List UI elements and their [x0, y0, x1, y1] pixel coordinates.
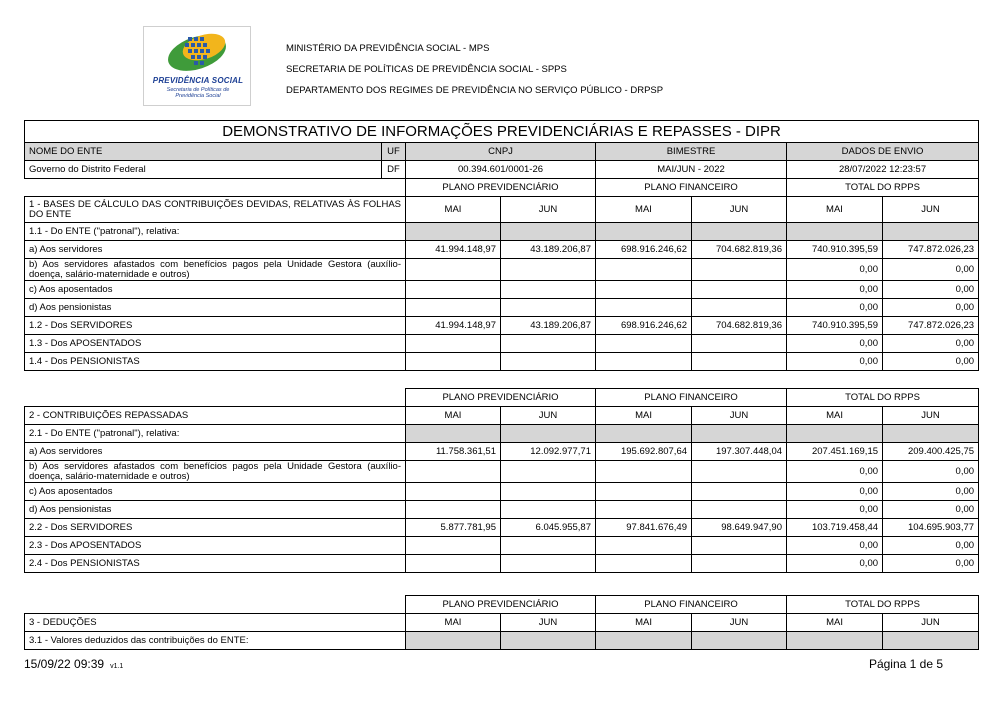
- table-row: [25, 335, 979, 353]
- section2-body: [25, 425, 979, 573]
- row-label: a) Aos servidores: [25, 241, 406, 259]
- cell-value: [596, 281, 692, 299]
- table-row: [25, 259, 979, 281]
- cell-value: [501, 335, 596, 353]
- table-row: [25, 281, 979, 299]
- cell-value: [501, 501, 596, 519]
- cell-value: [692, 501, 787, 519]
- department-name: DEPARTAMENTO DOS REGIMES DE PREVIDÊNCIA NO SERVIÇO PÚBLICO - DRPSP: [286, 85, 664, 96]
- table-row: [25, 299, 979, 317]
- cell-value: [596, 425, 692, 443]
- col-jun: JUN: [692, 197, 787, 223]
- cell-value: [501, 537, 596, 555]
- cell-value: [406, 632, 501, 650]
- cell-value: 207.451.169,15: [787, 443, 883, 461]
- cell-value: [883, 425, 979, 443]
- col-jun: JUN: [692, 614, 787, 632]
- section2-title: 2 - CONTRIBUIÇÕES REPASSADAS: [25, 407, 406, 425]
- table-row: [25, 632, 979, 650]
- secretariat-name: SECRETARIA DE POLÍTICAS DE PREVIDÊNCIA SOCIAL - SPPS: [286, 64, 567, 75]
- cell-value: 0,00: [787, 335, 883, 353]
- col-mai: MAI: [406, 197, 501, 223]
- row-label: 1.1 - Do ENTE ("patronal"), relativa:: [25, 223, 406, 241]
- cell-value: [406, 483, 501, 501]
- cell-value: [596, 555, 692, 573]
- col-jun: JUN: [883, 197, 979, 223]
- cell-value: [596, 483, 692, 501]
- row-label: 2.1 - Do ENTE ("patronal"), relativa:: [25, 425, 406, 443]
- header-bimestre: BIMESTRE: [596, 143, 787, 161]
- cell-value: 209.400.425,75: [883, 443, 979, 461]
- col-plano-financeiro: PLANO FINANCEIRO: [596, 389, 787, 407]
- cell-value: 103.719.458,44: [787, 519, 883, 537]
- cell-value: 0,00: [787, 281, 883, 299]
- bimestre-value: MAI/JUN - 2022: [596, 161, 787, 179]
- dipr-table-2: [24, 388, 979, 573]
- cell-value: 747.872.026,23: [883, 241, 979, 259]
- row-label: c) Aos aposentados: [25, 483, 406, 501]
- header-cnpj: CNPJ: [406, 143, 596, 161]
- cell-value: 0,00: [883, 259, 979, 281]
- cell-value: 0,00: [883, 461, 979, 483]
- cell-value: [692, 555, 787, 573]
- cell-value: [596, 461, 692, 483]
- col-total-rpps: TOTAL DO RPPS: [787, 596, 979, 614]
- row-label: d) Aos pensionistas: [25, 299, 406, 317]
- cell-value: 12.092.977,71: [501, 443, 596, 461]
- row-label: 2.2 - Dos SERVIDORES: [25, 519, 406, 537]
- cell-value: [596, 299, 692, 317]
- cell-value: [501, 425, 596, 443]
- footer-datetime: 15/09/22 09:39: [24, 657, 105, 671]
- cell-value: [406, 335, 501, 353]
- col-plano-financeiro: PLANO FINANCEIRO: [596, 596, 787, 614]
- cell-value: [596, 259, 692, 281]
- footer-version: v1.1: [110, 663, 124, 670]
- cell-value: [692, 223, 787, 241]
- row-label: 3.1 - Valores deduzidos das contribuições do ENTE:: [25, 632, 406, 650]
- cell-value: [692, 537, 787, 555]
- cell-value: 195.692.807,64: [596, 443, 692, 461]
- cell-value: [596, 632, 692, 650]
- col-mai: MAI: [787, 407, 883, 425]
- ente-cnpj: 00.394.601/0001-26: [406, 161, 596, 179]
- spacer: [25, 389, 406, 407]
- col-mai: MAI: [787, 197, 883, 223]
- previdencia-logo: [143, 26, 251, 106]
- cell-value: [692, 425, 787, 443]
- logo-subtitle: [150, 87, 246, 99]
- cell-value: [883, 223, 979, 241]
- col-jun: JUN: [501, 614, 596, 632]
- col-total-rpps: TOTAL DO RPPS: [787, 389, 979, 407]
- cell-value: 0,00: [787, 555, 883, 573]
- cell-value: 698.916.246,62: [596, 317, 692, 335]
- cell-value: 0,00: [787, 461, 883, 483]
- col-mai: MAI: [406, 407, 501, 425]
- cell-value: 0,00: [787, 537, 883, 555]
- col-mai: MAI: [596, 197, 692, 223]
- cell-value: [501, 299, 596, 317]
- cell-value: 0,00: [787, 501, 883, 519]
- cell-value: 0,00: [883, 353, 979, 371]
- table-row: [25, 241, 979, 259]
- cell-value: 740.910.395,59: [787, 241, 883, 259]
- col-plano-previdenciario: PLANO PREVIDENCIÁRIO: [406, 596, 596, 614]
- row-label: b) Aos servidores afastados com benefícios pagos pela Unidade Gestora (auxílio-doença, salário-maternidade e outros): [25, 259, 406, 281]
- cell-value: [406, 281, 501, 299]
- table-row: [25, 501, 979, 519]
- cell-value: [883, 632, 979, 650]
- table-row: [25, 461, 979, 483]
- cell-value: [692, 259, 787, 281]
- row-label: a) Aos servidores: [25, 443, 406, 461]
- table-row: [25, 483, 979, 501]
- cell-value: [692, 335, 787, 353]
- dipr-table-3: [24, 595, 979, 650]
- cell-value: 0,00: [787, 353, 883, 371]
- cell-value: [406, 501, 501, 519]
- cell-value: 41.994.148,97: [406, 317, 501, 335]
- cell-value: 704.682.819,36: [692, 317, 787, 335]
- cell-value: [501, 632, 596, 650]
- cell-value: 43.189.206,87: [501, 317, 596, 335]
- col-jun: JUN: [883, 407, 979, 425]
- cell-value: [501, 461, 596, 483]
- dipr-table-1: [24, 120, 979, 371]
- logo-title: PREVIDÊNCIA SOCIAL: [152, 76, 244, 85]
- cell-value: [692, 483, 787, 501]
- cell-value: [406, 537, 501, 555]
- cell-value: 98.649.947,90: [692, 519, 787, 537]
- cell-value: [406, 555, 501, 573]
- col-jun: JUN: [501, 197, 596, 223]
- cell-value: 0,00: [787, 483, 883, 501]
- cell-value: [787, 425, 883, 443]
- cell-value: [501, 353, 596, 371]
- header-dados-envio: DADOS DE ENVIO: [787, 143, 979, 161]
- page-number: Página 1 de 5: [868, 657, 943, 671]
- cell-value: [501, 555, 596, 573]
- cell-value: 0,00: [883, 483, 979, 501]
- cell-value: [406, 353, 501, 371]
- cell-value: 698.916.246,62: [596, 241, 692, 259]
- row-label: c) Aos aposentados: [25, 281, 406, 299]
- logo-subtitle-line-2: Previdência Social: [175, 93, 221, 99]
- header-nome-do-ente: NOME DO ENTE: [25, 143, 382, 161]
- cell-value: 5.877.781,95: [406, 519, 501, 537]
- table-row: [25, 537, 979, 555]
- cell-value: 0,00: [787, 299, 883, 317]
- row-label: 1.2 - Dos SERVIDORES: [25, 317, 406, 335]
- cell-value: [596, 501, 692, 519]
- envio-value: 28/07/2022 12:23:57: [787, 161, 979, 179]
- col-mai: MAI: [787, 614, 883, 632]
- document-title: DEMONSTRATIVO DE INFORMAÇÕES PREVIDENCIÁRIAS E REPASSES - DIPR: [25, 121, 979, 143]
- cell-value: 0,00: [883, 335, 979, 353]
- cell-value: [692, 461, 787, 483]
- cell-value: [692, 299, 787, 317]
- logo-subtitle-line-1: Secretaria de Políticas de: [166, 87, 230, 93]
- cell-value: [406, 299, 501, 317]
- cell-value: 0,00: [883, 281, 979, 299]
- cell-value: 104.695.903,77: [883, 519, 979, 537]
- row-label: d) Aos pensionistas: [25, 501, 406, 519]
- col-jun: JUN: [692, 407, 787, 425]
- col-jun: JUN: [501, 407, 596, 425]
- table-row: [25, 555, 979, 573]
- section1-title: 1 - BASES DE CÁLCULO DAS CONTRIBUIÇÕES DEVIDAS, RELATIVAS ÀS FOLHAS DO ENTE: [25, 197, 406, 223]
- cell-value: 704.682.819,36: [692, 241, 787, 259]
- table-row: [25, 317, 979, 335]
- col-total-rpps: TOTAL DO RPPS: [787, 179, 979, 197]
- cell-value: [596, 223, 692, 241]
- section3-body: [25, 632, 979, 650]
- cell-value: 0,00: [883, 555, 979, 573]
- cell-value: [692, 281, 787, 299]
- row-label: 2.3 - Dos APOSENTADOS: [25, 537, 406, 555]
- spacer: [25, 596, 406, 614]
- cell-value: 740.910.395,59: [787, 317, 883, 335]
- cell-value: 11.758.361,51: [406, 443, 501, 461]
- row-label: 1.4 - Dos PENSIONISTAS: [25, 353, 406, 371]
- cell-value: [596, 353, 692, 371]
- header-uf: UF: [382, 143, 406, 161]
- table-row: [25, 223, 979, 241]
- cell-value: 6.045.955,87: [501, 519, 596, 537]
- section3-title: 3 - DEDUÇÕES: [25, 614, 406, 632]
- cell-value: 747.872.026,23: [883, 317, 979, 335]
- col-plano-financeiro: PLANO FINANCEIRO: [596, 179, 787, 197]
- cell-value: 41.994.148,97: [406, 241, 501, 259]
- table-row: [25, 425, 979, 443]
- cell-value: [787, 632, 883, 650]
- previdencia-emblem-icon: [144, 27, 250, 75]
- ente-name: Governo do Distrito Federal: [25, 161, 382, 179]
- cell-value: 0,00: [883, 299, 979, 317]
- header-lines: [286, 38, 663, 101]
- cell-value: [501, 259, 596, 281]
- cell-value: 0,00: [883, 537, 979, 555]
- cell-value: 197.307.448,04: [692, 443, 787, 461]
- table-row: [25, 443, 979, 461]
- col-mai: MAI: [596, 614, 692, 632]
- cell-value: [406, 259, 501, 281]
- col-jun: JUN: [883, 614, 979, 632]
- col-plano-previdenciario: PLANO PREVIDENCIÁRIO: [406, 179, 596, 197]
- row-label: b) Aos servidores afastados com benefícios pagos pela Unidade Gestora (auxílio-doença, salário-maternidade e outros): [25, 461, 406, 483]
- cell-value: 0,00: [787, 259, 883, 281]
- cell-value: [501, 281, 596, 299]
- table-row: [25, 353, 979, 371]
- col-plano-previdenciario: PLANO PREVIDENCIÁRIO: [406, 389, 596, 407]
- cell-value: [692, 353, 787, 371]
- ministry-name: MINISTÉRIO DA PREVIDÊNCIA SOCIAL - MPS: [286, 43, 490, 54]
- spacer: [25, 179, 406, 197]
- ente-uf: DF: [382, 161, 406, 179]
- cell-value: [692, 632, 787, 650]
- cell-value: 97.841.676,49: [596, 519, 692, 537]
- footer-datetime-block: [24, 657, 123, 671]
- cell-value: [406, 223, 501, 241]
- table-row: [25, 519, 979, 537]
- row-label: 2.4 - Dos PENSIONISTAS: [25, 555, 406, 573]
- col-mai: MAI: [406, 614, 501, 632]
- cell-value: [596, 335, 692, 353]
- cell-value: 43.189.206,87: [501, 241, 596, 259]
- cell-value: [596, 537, 692, 555]
- section1-body: [25, 223, 979, 371]
- col-mai: MAI: [596, 407, 692, 425]
- cell-value: [406, 425, 501, 443]
- cell-value: [406, 461, 501, 483]
- cell-value: [787, 223, 883, 241]
- cell-value: 0,00: [883, 501, 979, 519]
- cell-value: [501, 483, 596, 501]
- cell-value: [501, 223, 596, 241]
- row-label: 1.3 - Dos APOSENTADOS: [25, 335, 406, 353]
